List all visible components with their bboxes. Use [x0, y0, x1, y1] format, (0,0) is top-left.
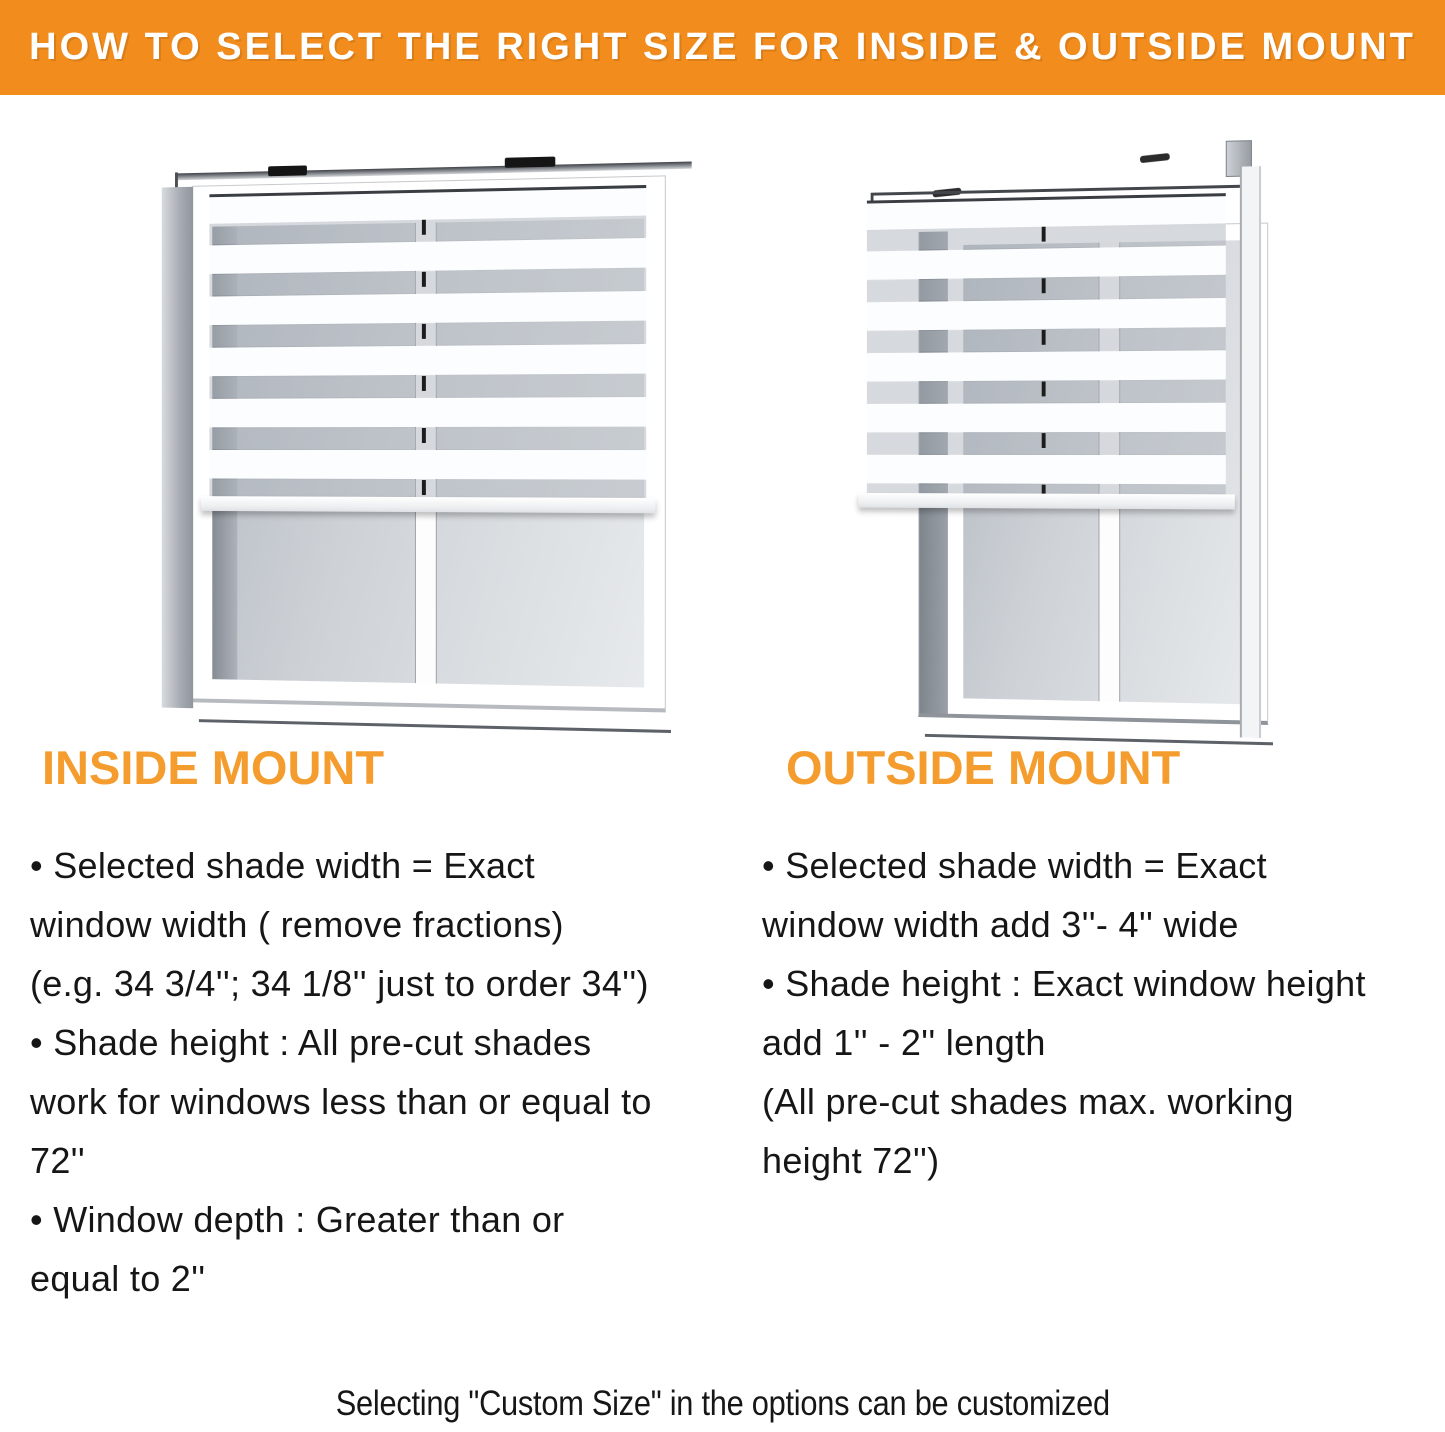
outside-mount-notes: [762, 836, 1445, 1190]
inside-mount-notes: [30, 836, 740, 1308]
note-line: equal to 2'': [30, 1258, 206, 1299]
note-line: window width ( remove fractions): [30, 904, 564, 945]
wall-screw-mark-icon: [1140, 153, 1170, 163]
window-jamb: [162, 187, 193, 709]
note-line: height 72''): [762, 1140, 940, 1181]
shade-bottom-rail: [858, 493, 1234, 510]
window-right-frame: [1240, 166, 1261, 738]
banner-title: HOW TO SELECT THE RIGHT SIZE FOR INSIDE & OUTSIDE MOUNT: [29, 26, 1416, 68]
window-sill-shadow: [199, 719, 671, 733]
outside-mount-illustration: [852, 133, 1422, 761]
mount-clip-icon: [268, 165, 307, 176]
shade-bottom-rail: [201, 496, 656, 513]
inside-mount-illustration: [128, 148, 693, 748]
window-3d-wrapper: [861, 125, 1426, 768]
footer-note: [0, 1384, 1445, 1424]
note-line: 72'': [30, 1140, 85, 1181]
note-line: • Selected shade width = Exact: [30, 845, 535, 886]
note-line: window width add 3''- 4'' wide: [762, 904, 1239, 945]
shade-stripes: [867, 223, 1226, 495]
shade-stripes: [209, 216, 646, 499]
note-line: add 1'' - 2'' length: [762, 1022, 1046, 1063]
note-line: • Selected shade width = Exact: [762, 845, 1267, 886]
shade-center-split: [1042, 227, 1046, 495]
note-line: • Shade height : Exact window height: [762, 963, 1366, 1004]
shade-center-split: [422, 220, 426, 498]
note-line: work for windows less than or equal to: [30, 1081, 652, 1122]
header-banner: [0, 0, 1445, 95]
zebra-shade: [867, 193, 1226, 509]
footer-note-text: Selecting "Custom Size" in the options can be customized: [335, 1384, 1110, 1423]
zebra-shade: [209, 185, 646, 513]
note-line: (All pre-cut shades max. working: [762, 1081, 1294, 1122]
window-3d-wrapper: [137, 141, 697, 755]
note-line: (e.g. 34 3/4''; 34 1/8'' just to order 34''): [30, 963, 649, 1004]
note-line: • Window depth : Greater than or: [30, 1199, 565, 1240]
mount-clip-icon: [505, 157, 555, 168]
outside-mount-heading: OUTSIDE MOUNT: [786, 741, 1181, 794]
note-line: • Shade height : All pre-cut shades: [30, 1022, 592, 1063]
inside-mount-heading: INSIDE MOUNT: [42, 741, 385, 794]
